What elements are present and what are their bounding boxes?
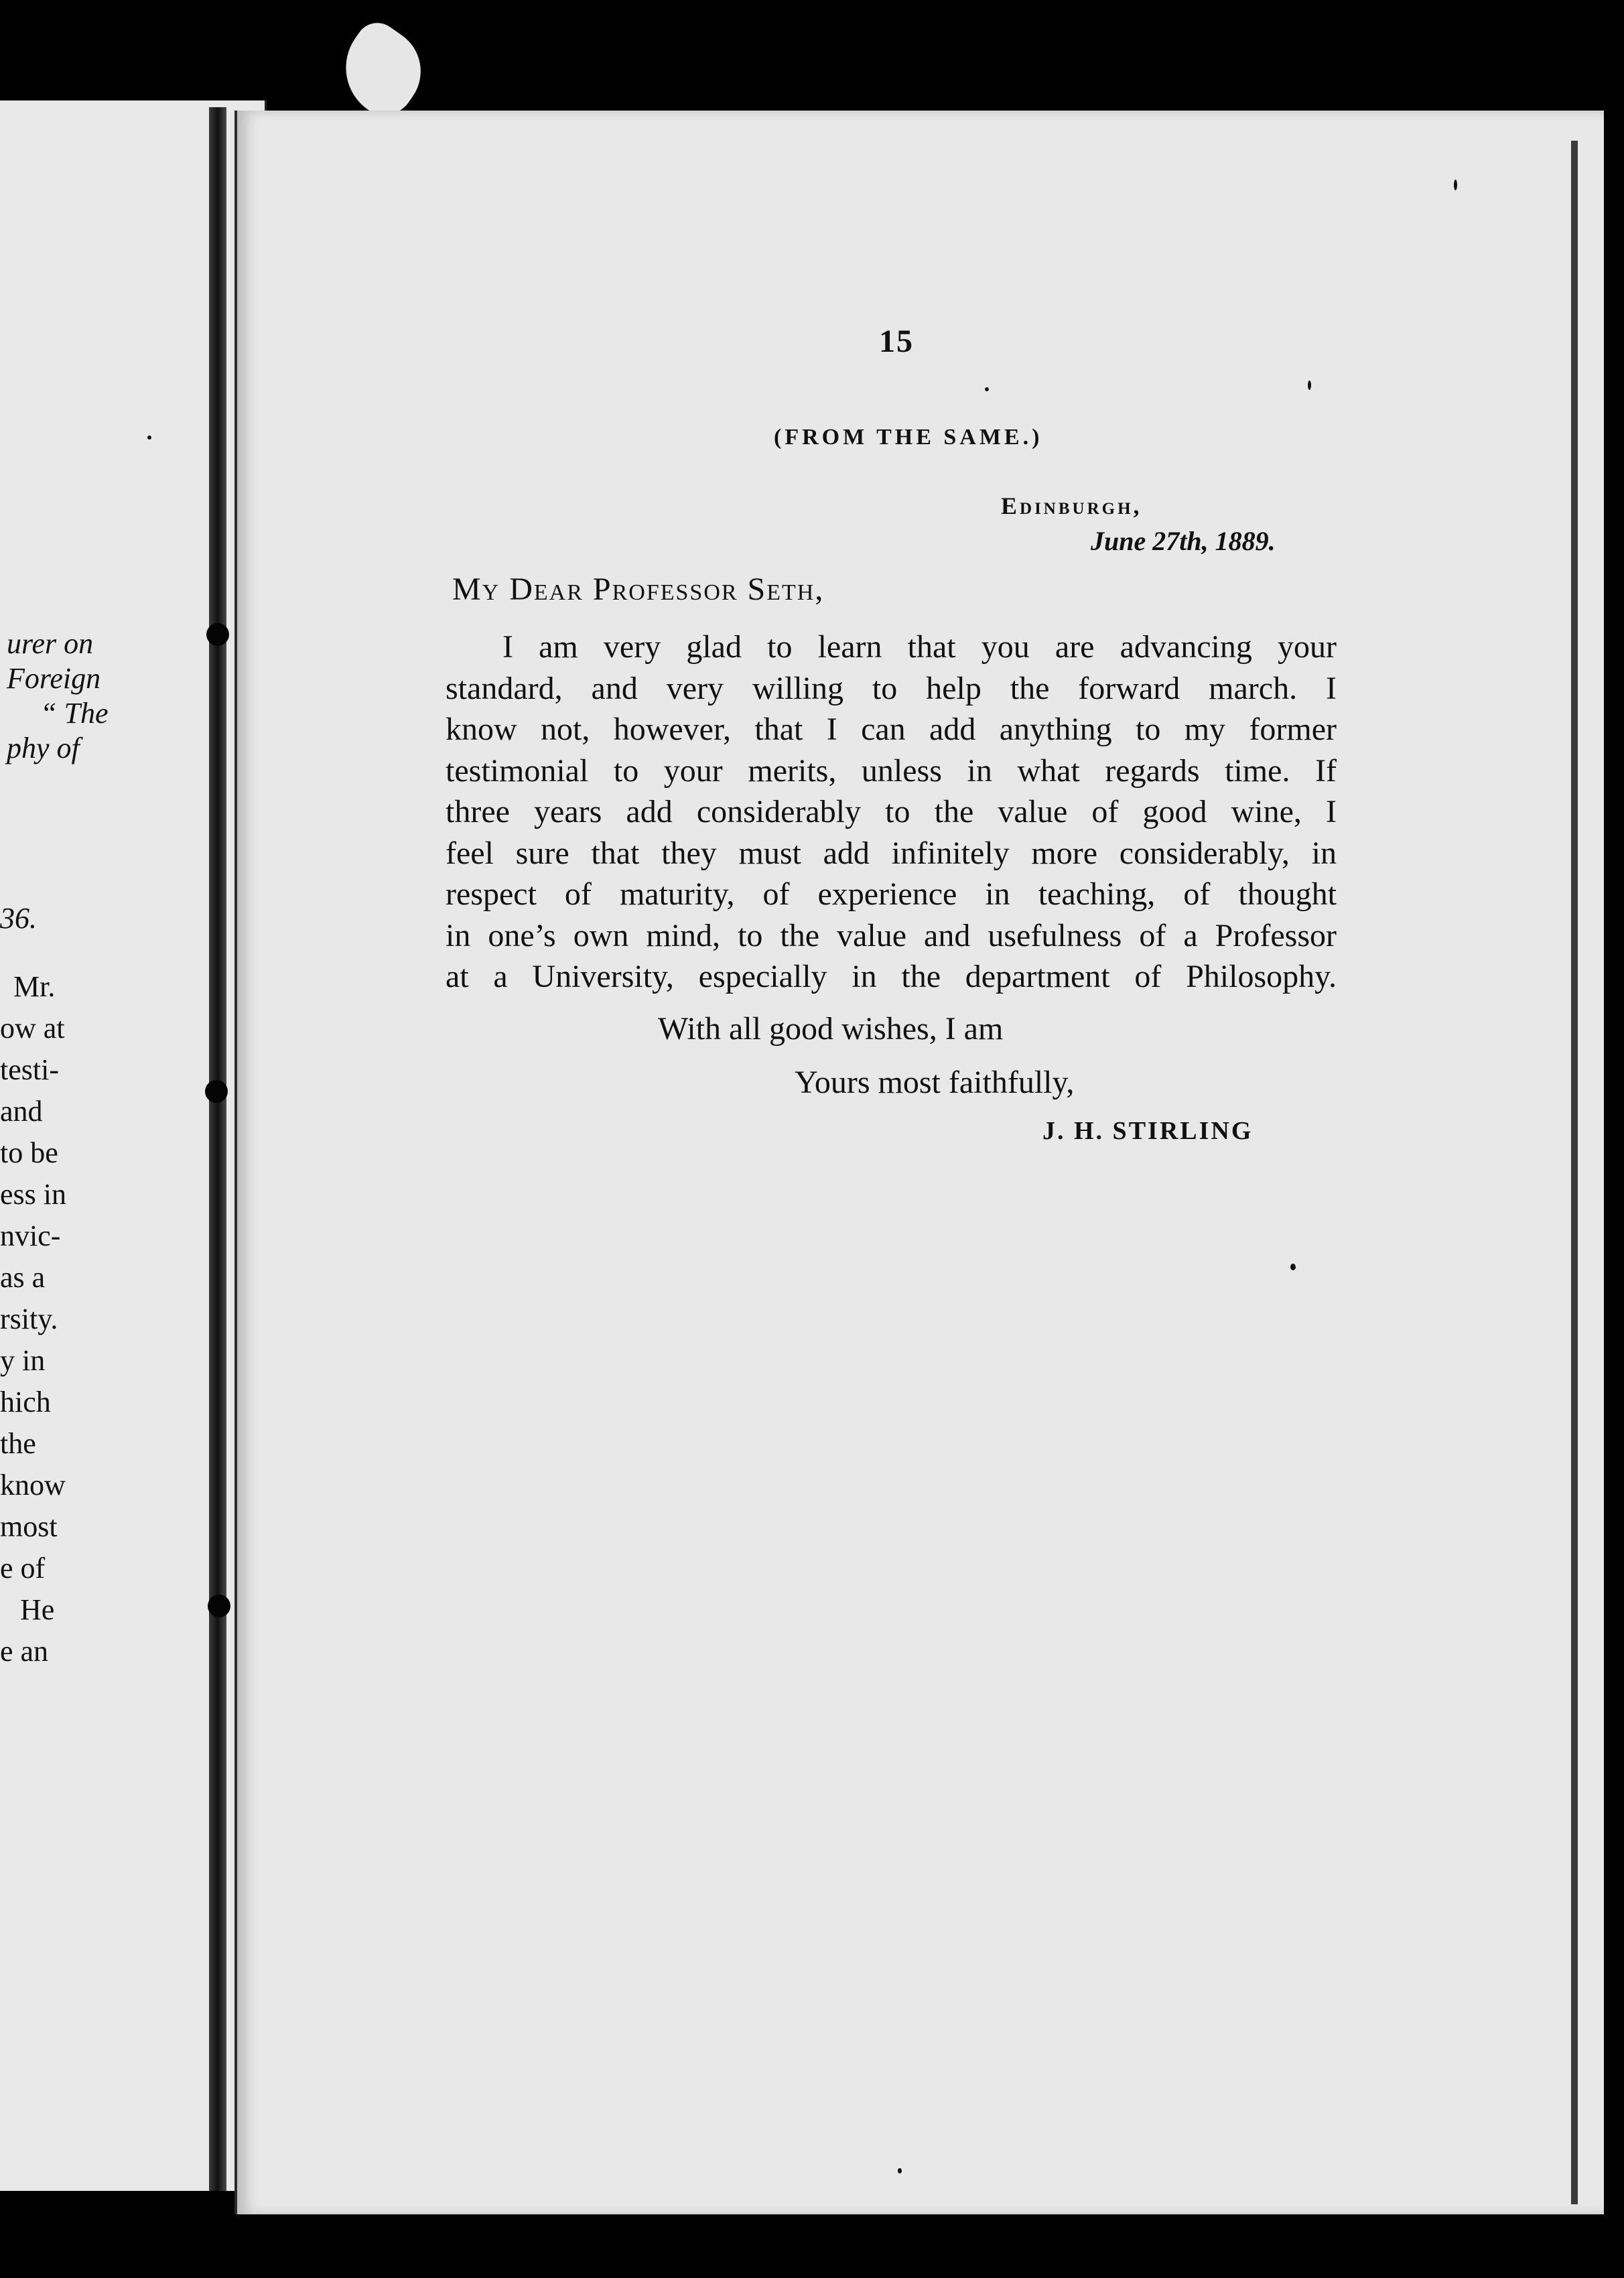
- left-page-fragment: and: [0, 1095, 43, 1128]
- left-page-fragment: as a: [0, 1261, 46, 1294]
- left-page-fragment: the: [0, 1427, 36, 1460]
- left-page-fragment: phy of: [7, 732, 80, 764]
- letter-body-line: at a University, especially in the department of Philosophy.: [446, 959, 1337, 994]
- letter-body-line: testimonial to your merits, unless in what regards time. If: [446, 752, 1337, 789]
- scan-speck: [1290, 1264, 1296, 1270]
- left-page-fragment: know: [0, 1469, 66, 1501]
- left-page-fragment: testi-: [0, 1053, 59, 1086]
- page-number: 15: [879, 324, 914, 359]
- left-page-fragment: “ The: [40, 697, 109, 730]
- letter-place: Edinburgh,: [1001, 492, 1142, 519]
- left-page-fragment: most: [0, 1510, 58, 1543]
- left-page: [0, 100, 267, 2191]
- left-page-fragment: hich: [0, 1386, 51, 1418]
- scan-speck: [1308, 381, 1311, 390]
- letter-body-line: three years add considerably to the value of good wine, I: [446, 794, 1337, 829]
- binding-thread-dot: [206, 623, 229, 646]
- letter-body-line: know not, however, that I can add anything to my former: [446, 712, 1337, 747]
- letter-signature: J. H. STIRLING: [1042, 1117, 1254, 1145]
- letter-valediction: Yours most faithfully,: [795, 1065, 1075, 1100]
- left-page-fragment: urer on: [7, 627, 94, 660]
- letter-date: June 27th, 1889.: [1091, 526, 1276, 556]
- binding-thread-dot: [205, 1080, 228, 1103]
- left-page-fragment: nvic-: [0, 1219, 61, 1252]
- left-page-fragment: ess in: [0, 1178, 66, 1211]
- left-page-fragment: e an: [0, 1635, 49, 1668]
- binding-thread-dot: [208, 1595, 230, 1617]
- left-page-fragment: Mr.: [13, 970, 56, 1003]
- torn-paper-fragment: [326, 14, 437, 126]
- letter-closing: With all good wishes, I am: [658, 1011, 1004, 1047]
- page-edge-shadow: [1571, 141, 1578, 2204]
- left-page-fragment: Foreign: [7, 662, 101, 695]
- left-page-fragment: e of: [0, 1552, 46, 1585]
- letter-body-line: respect of maturity, of experience in teaching, of thought: [446, 876, 1337, 912]
- scan-speck: [1454, 180, 1457, 190]
- left-page-fragment: y in: [0, 1344, 46, 1377]
- left-page-fragment: 36.: [0, 902, 37, 935]
- scan-speck: [147, 436, 151, 440]
- letter-body-line: in one’s own mind, to the value and usefulness of a Professor: [446, 917, 1337, 953]
- letter-salutation: My Dear Professor Seth,: [452, 572, 825, 607]
- left-page-fragment: ow at: [0, 1012, 65, 1045]
- scan-speck: [985, 387, 989, 391]
- left-page-fragment: to be: [0, 1136, 58, 1169]
- letter-body: [446, 626, 1337, 998]
- scan-speck: [898, 2168, 902, 2173]
- letter-body-line: feel sure that they must add infinitely more considerably, in: [446, 835, 1337, 871]
- letter-body-line: I am very glad to learn that you are advancing your: [502, 629, 1337, 665]
- letter-heading: (FROM THE SAME.): [774, 425, 1043, 450]
- left-page-fragment: rsity.: [0, 1302, 58, 1335]
- book-binding: [209, 107, 226, 2191]
- left-page-fragment: He: [20, 1593, 55, 1626]
- letter-body-line: standard, and very willing to help the forward march. I: [446, 670, 1337, 706]
